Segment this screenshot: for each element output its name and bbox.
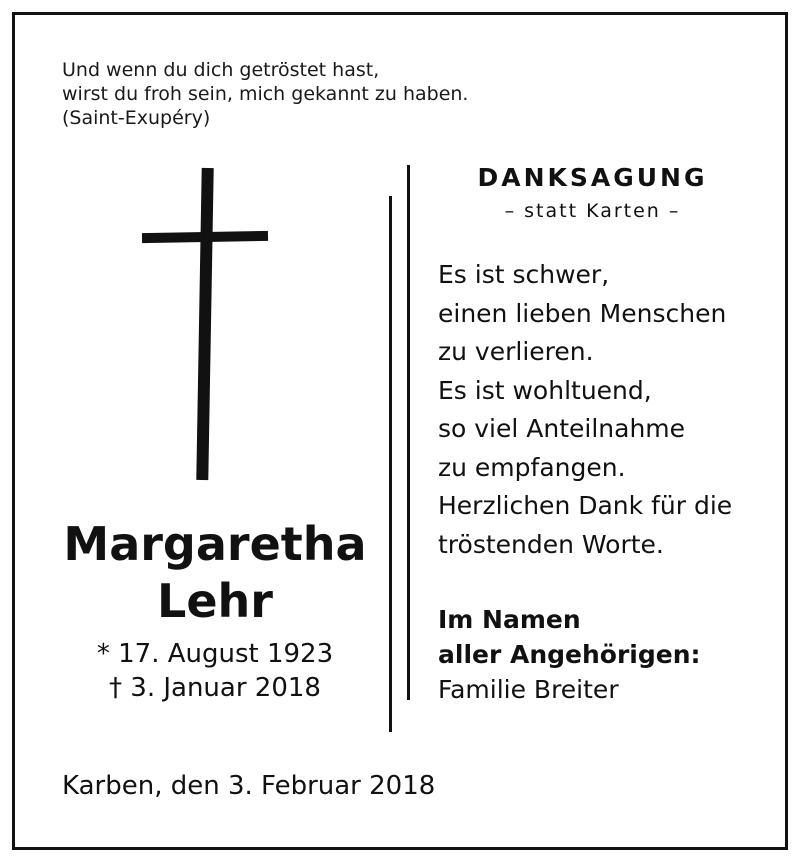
quote-author: (Saint-Exupéry) [62,107,211,129]
deceased-first-name: Margaretha [63,517,367,571]
column-divider [407,165,410,700]
column-divider [389,196,392,732]
signoff-line: aller Angehörigen: [438,640,701,669]
epigraph-quote [62,58,468,130]
message-line: so viel Anteilnahme [438,414,686,443]
quote-line: Und wenn du dich getröstet hast, [62,59,380,81]
message-line: einen lieben Menschen [438,298,727,328]
signoff-line: Im Namen [438,605,581,634]
message-line: Herzlichen Dank für die [438,491,733,520]
message-line: Es ist schwer, [438,260,610,289]
thanks-heading: DANKSAGUNG [477,163,708,192]
family-name: Familie Breiter [438,675,619,704]
signoff [438,602,701,707]
deceased-last-name: Lehr [157,574,273,628]
message-line: tröstenden Worte. [438,529,664,559]
place-and-date: Karben, den 3. Februar 2018 [62,771,436,801]
death-date: † 3. Januar 2018 [109,673,321,703]
thanks-subheading: – statt Karten – [504,200,681,222]
quote-line: wirst du froh sein, mich gekannt zu haben. [62,83,469,105]
message-line: Es ist wohltuend, [438,375,652,405]
birth-date: * 17. August 1923 [96,639,334,669]
message-line: zu empfangen. [438,452,626,482]
thanks-message [438,256,732,564]
message-line: zu verlieren. [438,337,594,366]
